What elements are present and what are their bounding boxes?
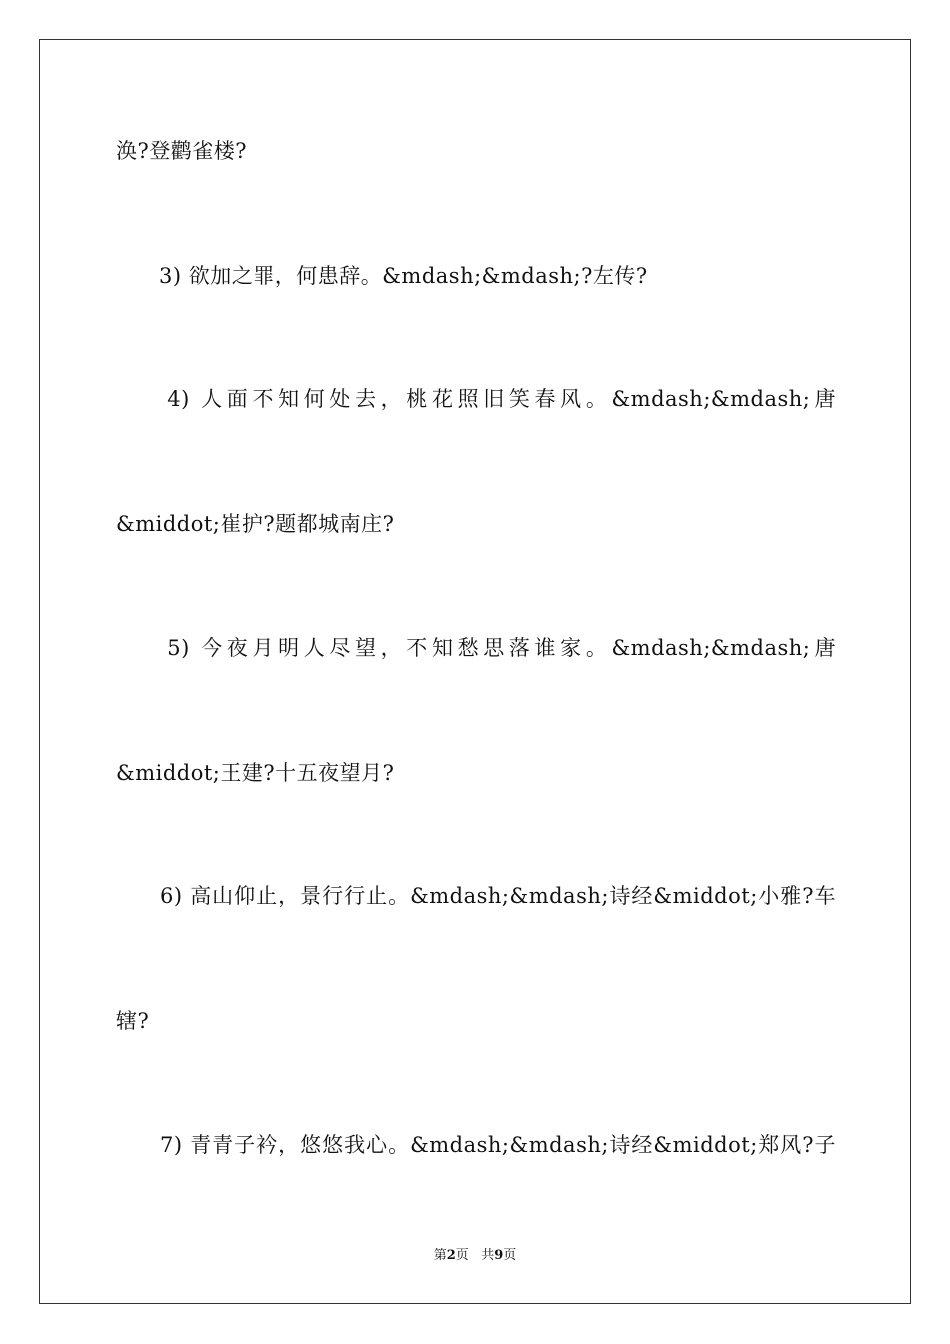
footer-page-suffix: 页 [455, 1248, 469, 1263]
current-page-number: 2 [446, 1248, 456, 1263]
text-line-5: 5) 今夜月明人尽望，不知愁思落谁家。&mdash;&mdash;唐 [116, 636, 836, 660]
total-page-number: 9 [494, 1248, 504, 1263]
text-line-9: 7) 青青子衿，悠悠我心。&mdash;&mdash;诗经&middot;郑风?子 [116, 1133, 836, 1157]
text-line-2: 3) 欲加之罪，何患辞。&mdash;&mdash;?左传? [116, 264, 648, 288]
text-line-1: 涣?登鹳雀楼? [116, 139, 248, 163]
text-line-8: 辖? [116, 1009, 150, 1033]
text-line-4: &middot;崔护?题都城南庄? [116, 512, 395, 536]
text-line-6: &middot;王建?十五夜望月? [116, 761, 395, 785]
footer-total-suffix: 页 [503, 1248, 517, 1263]
page-footer [0, 1247, 950, 1265]
page-border [39, 39, 911, 1304]
footer-total-prefix: 共 [481, 1248, 495, 1263]
text-line-3: 4) 人面不知何处去，桃花照旧笑春风。&mdash;&mdash;唐 [116, 387, 836, 411]
footer-prefix: 第 [433, 1248, 447, 1263]
text-line-7: 6) 高山仰止，景行行止。&mdash;&mdash;诗经&middot;小雅?车 [116, 884, 836, 908]
